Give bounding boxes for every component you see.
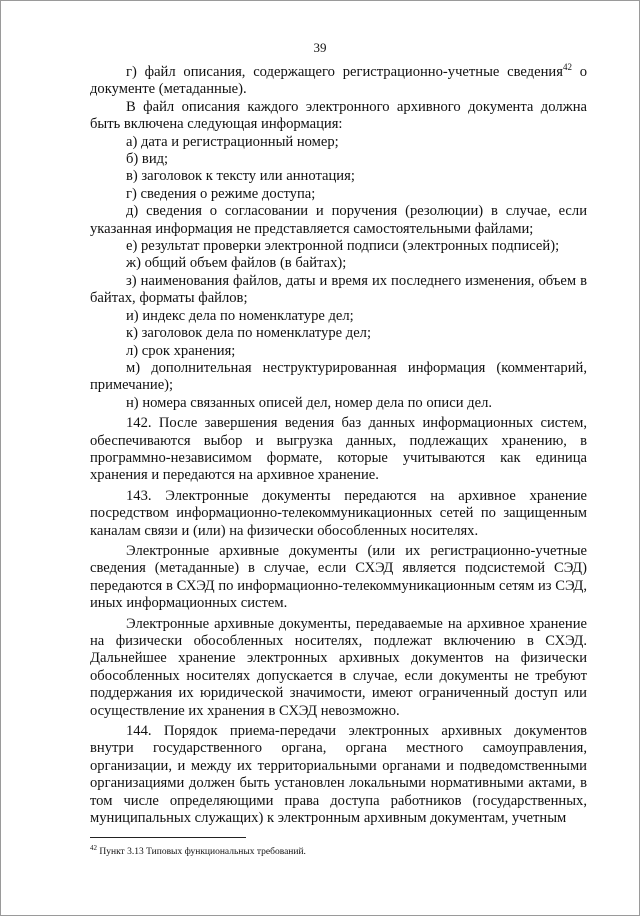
list-item-g: г) сведения о режиме доступа; — [126, 185, 316, 202]
list-item-v: в) заголовок к тексту или аннотация; — [126, 168, 355, 185]
list-item-k: к) заголовок дела по номенклатуре дел; — [126, 325, 372, 342]
list-item-zh: ж) общий объем файлов (в байтах); — [126, 255, 347, 272]
document-body — [90, 64, 587, 827]
page-number: 39 — [313, 40, 327, 55]
footnote-text: Пункт 3.13 Типовых функциональных требований. — [97, 847, 306, 857]
paragraph-144: 144. Порядок приема-передачи электронных архивных документов внутри государственного органа, органа местного самоуправления, организации, и между их территориальными органами и подведомственными организациями должен быть установлен локальными нормативными актами, в том числе определяющими права доступа работников (государственных, муниципальных служащих) к электронным архивным документам, учетным — [90, 723, 587, 827]
footnote-separator — [90, 837, 246, 838]
list-item-m: м) дополнительная неструктурированная информация (комментарий, примечание); — [90, 359, 587, 394]
paragraph-143: 143. Электронные документы передаются на архивное хранение посредством информационно-телекоммуникационных сетей по защищенным каналам связи и (или) на физически обособленных носителях. — [90, 487, 587, 539]
list-item-n: н) номера связанных описей дел, номер дела по описи дел. — [126, 394, 493, 411]
paragraph-143-continued: Электронные архивные документы (или их регистрационно-учетные сведения (метаданные) в случае, если СХЭД является подсистемой СЭД) передаются в СХЭД по информационно-телекоммуникационным сетям из СЭД, иных информационных систем. — [90, 542, 587, 612]
list-item-d: д) сведения о согласовании и поручения (резолюции) в случае, если указанная информация не представляется самостоятельными файлами; — [90, 203, 587, 237]
paragraph-text: о документе (метаданные). — [90, 64, 587, 98]
footnote-mark: 42 — [90, 843, 97, 852]
list-item-l: л) срок хранения; — [126, 342, 236, 359]
list-item-e: е) результат проверки электронной подписи (электронных подписей); — [126, 238, 560, 255]
paragraph-text: г) файл описания, содержащего регистрационно-учетные сведения — [126, 64, 563, 80]
paragraph-143-physical-media: Электронные архивные документы, передаваемые на архивное хранение на физически обособленных носителях, подлежат включению в СХЭД. Дальнейшее хранение электронных архивных документов на физически обособленных носителях допускается в случае, если документы не требуют поддержания их юридической значимости, имеют ограниченный доступ или осуществление их хранения в СХЭД невозможно. — [90, 615, 587, 719]
list-item-b: б) вид; — [126, 151, 169, 168]
paragraph-item-g — [90, 64, 587, 99]
list-item-i: и) индекс дела по номенклатуре дел; — [126, 307, 354, 324]
footnote-reference: 42 — [562, 62, 572, 73]
paragraph-intro: В файл описания каждого электронного архивного документа должна быть включена следующая информация: — [90, 98, 587, 133]
paragraph-142: 142. После завершения ведения баз данных информационных систем, обеспечиваются выбор и выгрузка данных, подлежащих хранению, в программно-независимом формате, которые учитываются как единица хранения и передаются на архивное хранение. — [90, 415, 587, 484]
footnote — [90, 843, 306, 858]
list-item-z: з) наименования файлов, даты и время их последнего изменения, объем в байтах, форматы файлов; — [90, 272, 587, 307]
list-item-a: а) дата и регистрационный номер; — [126, 133, 339, 150]
